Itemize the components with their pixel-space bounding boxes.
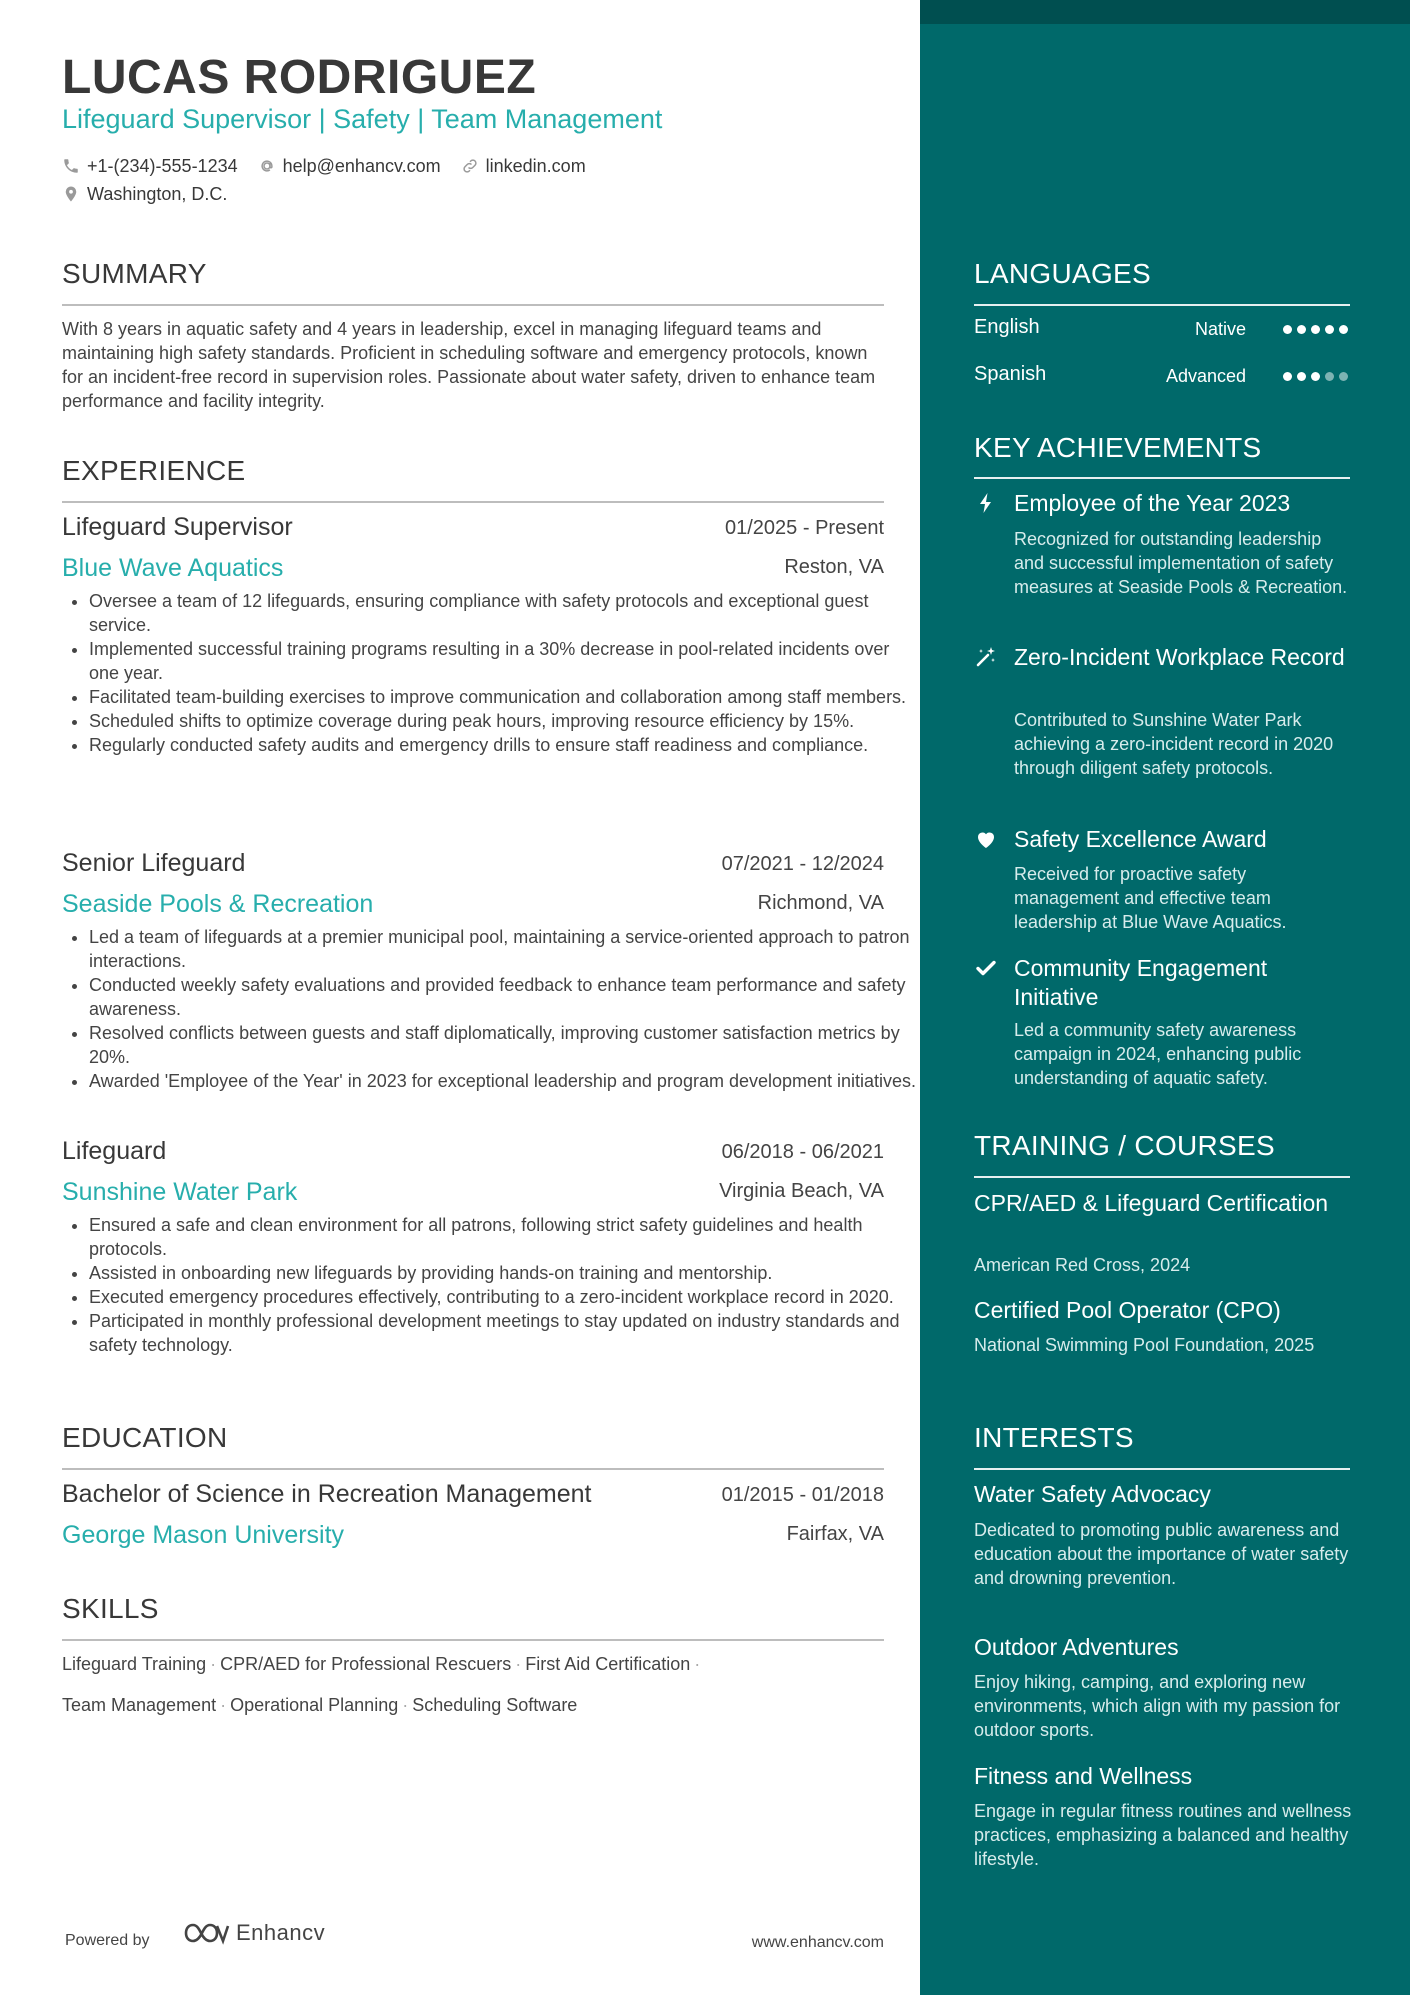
- job-dates: 01/2025 - Present: [725, 517, 884, 539]
- lightning-icon: [974, 491, 998, 515]
- skill-separator: ·: [220, 1695, 227, 1715]
- education-heading: EDUCATION: [62, 1422, 228, 1453]
- job-bullet: • Oversee a team of 12 lifeguards, ensuring compliance with safety protocols and exceptional guest service.: [89, 589, 919, 637]
- skill-item: Team Management: [62, 1695, 217, 1715]
- language-rating: [1278, 325, 1348, 334]
- interest-desc: Dedicated to promoting public awareness and education about the importance of water safety and drowning prevention.: [974, 1520, 1349, 1588]
- job-bullet: • Conducted weekly safety evaluations and provided feedback to enhance team performance and safety awareness.: [89, 973, 919, 1021]
- rating-dot-filled: [1297, 325, 1306, 334]
- language-row: [974, 316, 1350, 346]
- training-heading: TRAINING / COURSES: [974, 1130, 1275, 1161]
- achievement-title: Safety Excellence Award: [1014, 826, 1267, 852]
- enhancv-logo-icon: [182, 1920, 230, 1946]
- job-bullet: • Ensured a safe and clean environment for all patrons, following strict safety guidelines and health protocols.: [89, 1213, 919, 1261]
- rating-dot-empty: [1325, 372, 1334, 381]
- job-dates: 06/2018 - 06/2021: [721, 1141, 884, 1163]
- interest-desc: Engage in regular fitness routines and wellness practices, emphasizing a balanced and healthy lifestyle.: [974, 1801, 1352, 1869]
- skill-separator: ·: [402, 1695, 409, 1715]
- job-role: Lifeguard Supervisor: [62, 513, 293, 541]
- languages-divider: [974, 304, 1350, 306]
- at-icon: [258, 157, 276, 175]
- sidebar: [920, 0, 1410, 1995]
- job-bullet: • Executed emergency procedures effectively, contributing to a zero-incident workplace record in 2020.: [89, 1285, 919, 1309]
- footer-url[interactable]: www.enhancv.com: [751, 1934, 884, 1951]
- phone-text: +1-(234)-555-1234: [87, 155, 238, 176]
- job-bullets: [62, 925, 919, 1093]
- summary-heading: SUMMARY: [62, 258, 207, 289]
- rating-dot-filled: [1297, 372, 1306, 381]
- skills-heading: SKILLS: [62, 1593, 159, 1624]
- job-location: Virginia Beach, VA: [719, 1180, 884, 1202]
- interests-heading: INTERESTS: [974, 1422, 1134, 1453]
- summary-text: With 8 years in aquatic safety and 4 years in leadership, excel in managing lifeguard teams and maintaining high safety standards. Proficient in scheduling software and emergency protocols, known for an incident-free record in supervision roles. Passionate about water safety, driven to enhance team performance and facility integrity.: [62, 319, 876, 411]
- achievements-divider: [974, 477, 1350, 479]
- interest-title: Water Safety Advocacy: [974, 1481, 1211, 1507]
- language-level: Native: [1194, 319, 1246, 339]
- summary-divider: [62, 304, 884, 306]
- skills-line: [62, 1644, 892, 1685]
- job-bullet: • Facilitated team-building exercises to improve communication and collaboration among staff members.: [89, 685, 919, 709]
- contact-linkedin[interactable]: [461, 156, 586, 177]
- achievement-desc: Recognized for outstanding leadership and successful implementation of safety measures at Seaside Pools & Recreation.: [1014, 529, 1348, 597]
- rating-dot-filled: [1311, 325, 1320, 334]
- school: George Mason University: [62, 1521, 345, 1549]
- heart-icon: [974, 827, 998, 851]
- contact-location: [62, 184, 227, 205]
- job-dates: 07/2021 - 12/2024: [721, 853, 884, 875]
- job-bullet: • Led a team of lifeguards at a premier municipal pool, maintaining a service-oriented approach to patron interactions.: [89, 925, 919, 973]
- rating-dot-filled: [1283, 372, 1292, 381]
- enhancv-brand: Enhancv: [236, 1920, 326, 1945]
- phone-icon: [62, 157, 80, 175]
- job-bullet: • Scheduled shifts to optimize coverage during peak hours, improving resource efficiency by 15%.: [89, 709, 919, 733]
- skill-separator: ·: [694, 1654, 701, 1674]
- link-icon: [461, 157, 479, 175]
- job-bullets: [62, 1213, 919, 1357]
- rating-dot-filled: [1283, 325, 1292, 334]
- job-bullet: • Participated in monthly professional development meetings to stay updated on industry standards and safety technology.: [89, 1309, 919, 1357]
- degree: Bachelor of Science in Recreation Management: [62, 1480, 592, 1508]
- location-text: Washington, D.C.: [87, 183, 228, 204]
- job-role: Senior Lifeguard: [62, 849, 246, 877]
- achievement-desc: Led a community safety awareness campaign in 2024, enhancing public understanding of aquatic safety.: [1014, 1020, 1302, 1088]
- education-dates: 01/2015 - 01/2018: [721, 1484, 884, 1506]
- skill-separator: ·: [515, 1654, 522, 1674]
- interest-title: Fitness and Wellness: [974, 1763, 1193, 1789]
- training-divider: [974, 1176, 1350, 1178]
- education-divider: [62, 1468, 884, 1470]
- skills-line: [62, 1685, 892, 1726]
- rating-dot-filled: [1325, 325, 1334, 334]
- course-provider: American Red Cross, 2024: [974, 1255, 1191, 1275]
- job-location: Reston, VA: [784, 556, 884, 578]
- rating-dot-filled: [1311, 372, 1320, 381]
- language-name: Spanish: [974, 363, 1047, 385]
- skills-divider: [62, 1639, 884, 1641]
- email-text: help@enhancv.com: [282, 155, 441, 176]
- job-role: Lifeguard: [62, 1137, 167, 1165]
- rating-dot-filled: [1339, 325, 1348, 334]
- language-row: [974, 363, 1350, 393]
- skill-item: First Aid Certification: [525, 1654, 691, 1674]
- job-location: Richmond, VA: [757, 892, 884, 914]
- language-level: Advanced: [1165, 366, 1246, 386]
- job-bullet: • Resolved conflicts between guests and staff diplomatically, improving customer satisfaction metrics by 20%.: [89, 1021, 919, 1069]
- linkedin-text: linkedin.com: [485, 155, 586, 176]
- sidebar-top-band: [920, 0, 1410, 24]
- job-bullet: • Assisted in onboarding new lifeguards by providing hands-on training and mentorship.: [89, 1261, 919, 1285]
- achievements-heading: KEY ACHIEVEMENTS: [974, 432, 1262, 463]
- job-bullets: [62, 589, 919, 757]
- job-bullet: • Regularly conducted safety audits and emergency drills to ensure staff readiness and compliance.: [89, 733, 919, 757]
- achievement-title: Employee of the Year 2023: [1014, 490, 1291, 516]
- achievement-desc: Received for proactive safety management and effective team leadership at Blue Wave Aquatics.: [1014, 864, 1287, 932]
- language-rating: [1278, 372, 1348, 381]
- location-pin-icon: [62, 185, 80, 203]
- course-title: Certified Pool Operator (CPO): [974, 1297, 1281, 1323]
- contact-info: [62, 152, 606, 208]
- experience-heading: EXPERIENCE: [62, 455, 246, 486]
- interest-desc: Enjoy hiking, camping, and exploring new environments, which align with my passion for outdoor sports.: [974, 1672, 1341, 1740]
- achievement-title: Community Engagement Initiative: [1014, 955, 1268, 1010]
- skill-item: Operational Planning: [230, 1695, 399, 1715]
- checkmark-icon: [974, 956, 998, 980]
- course-title: CPR/AED & Lifeguard Certification: [974, 1190, 1329, 1216]
- skill-item: Scheduling Software: [412, 1695, 578, 1715]
- skills-list: [62, 1644, 892, 1726]
- job-bullet: • Implemented successful training programs resulting in a 30% decrease in pool-related incidents over one year.: [89, 637, 919, 685]
- job-company: Seaside Pools & Recreation: [62, 890, 374, 918]
- language-name: English: [974, 316, 1040, 338]
- interest-title: Outdoor Adventures: [974, 1634, 1179, 1660]
- achievement-title: Zero-Incident Workplace Record: [1014, 644, 1345, 670]
- enhancv-logo[interactable]: [182, 1920, 325, 1946]
- contact-phone[interactable]: [62, 156, 238, 177]
- school-location: Fairfax, VA: [786, 1523, 884, 1545]
- job-bullet: • Awarded 'Employee of the Year' in 2023 for exceptional leadership and program development initiatives.: [89, 1069, 919, 1093]
- powered-by-label: Powered by: [65, 1932, 150, 1949]
- job-company: Sunshine Water Park: [62, 1178, 298, 1206]
- languages-heading: LANGUAGES: [974, 258, 1151, 289]
- magic-wand-icon: [974, 645, 998, 669]
- rating-dot-empty: [1339, 372, 1348, 381]
- interests-divider: [974, 1468, 1350, 1470]
- candidate-name: LUCAS RODRIGUEZ: [62, 51, 537, 104]
- skill-item: CPR/AED for Professional Rescuers: [220, 1654, 512, 1674]
- skill-separator: ·: [210, 1654, 217, 1674]
- skill-item: Lifeguard Training: [62, 1654, 207, 1674]
- course-provider: National Swimming Pool Foundation, 2025: [974, 1335, 1315, 1355]
- contact-email[interactable]: [258, 156, 441, 177]
- headline: Lifeguard Supervisor | Safety | Team Management: [62, 104, 663, 134]
- job-company: Blue Wave Aquatics: [62, 554, 284, 582]
- experience-divider: [62, 501, 884, 503]
- achievement-desc: Contributed to Sunshine Water Park achieving a zero-incident record in 2020 through diligent safety protocols.: [1014, 710, 1334, 778]
